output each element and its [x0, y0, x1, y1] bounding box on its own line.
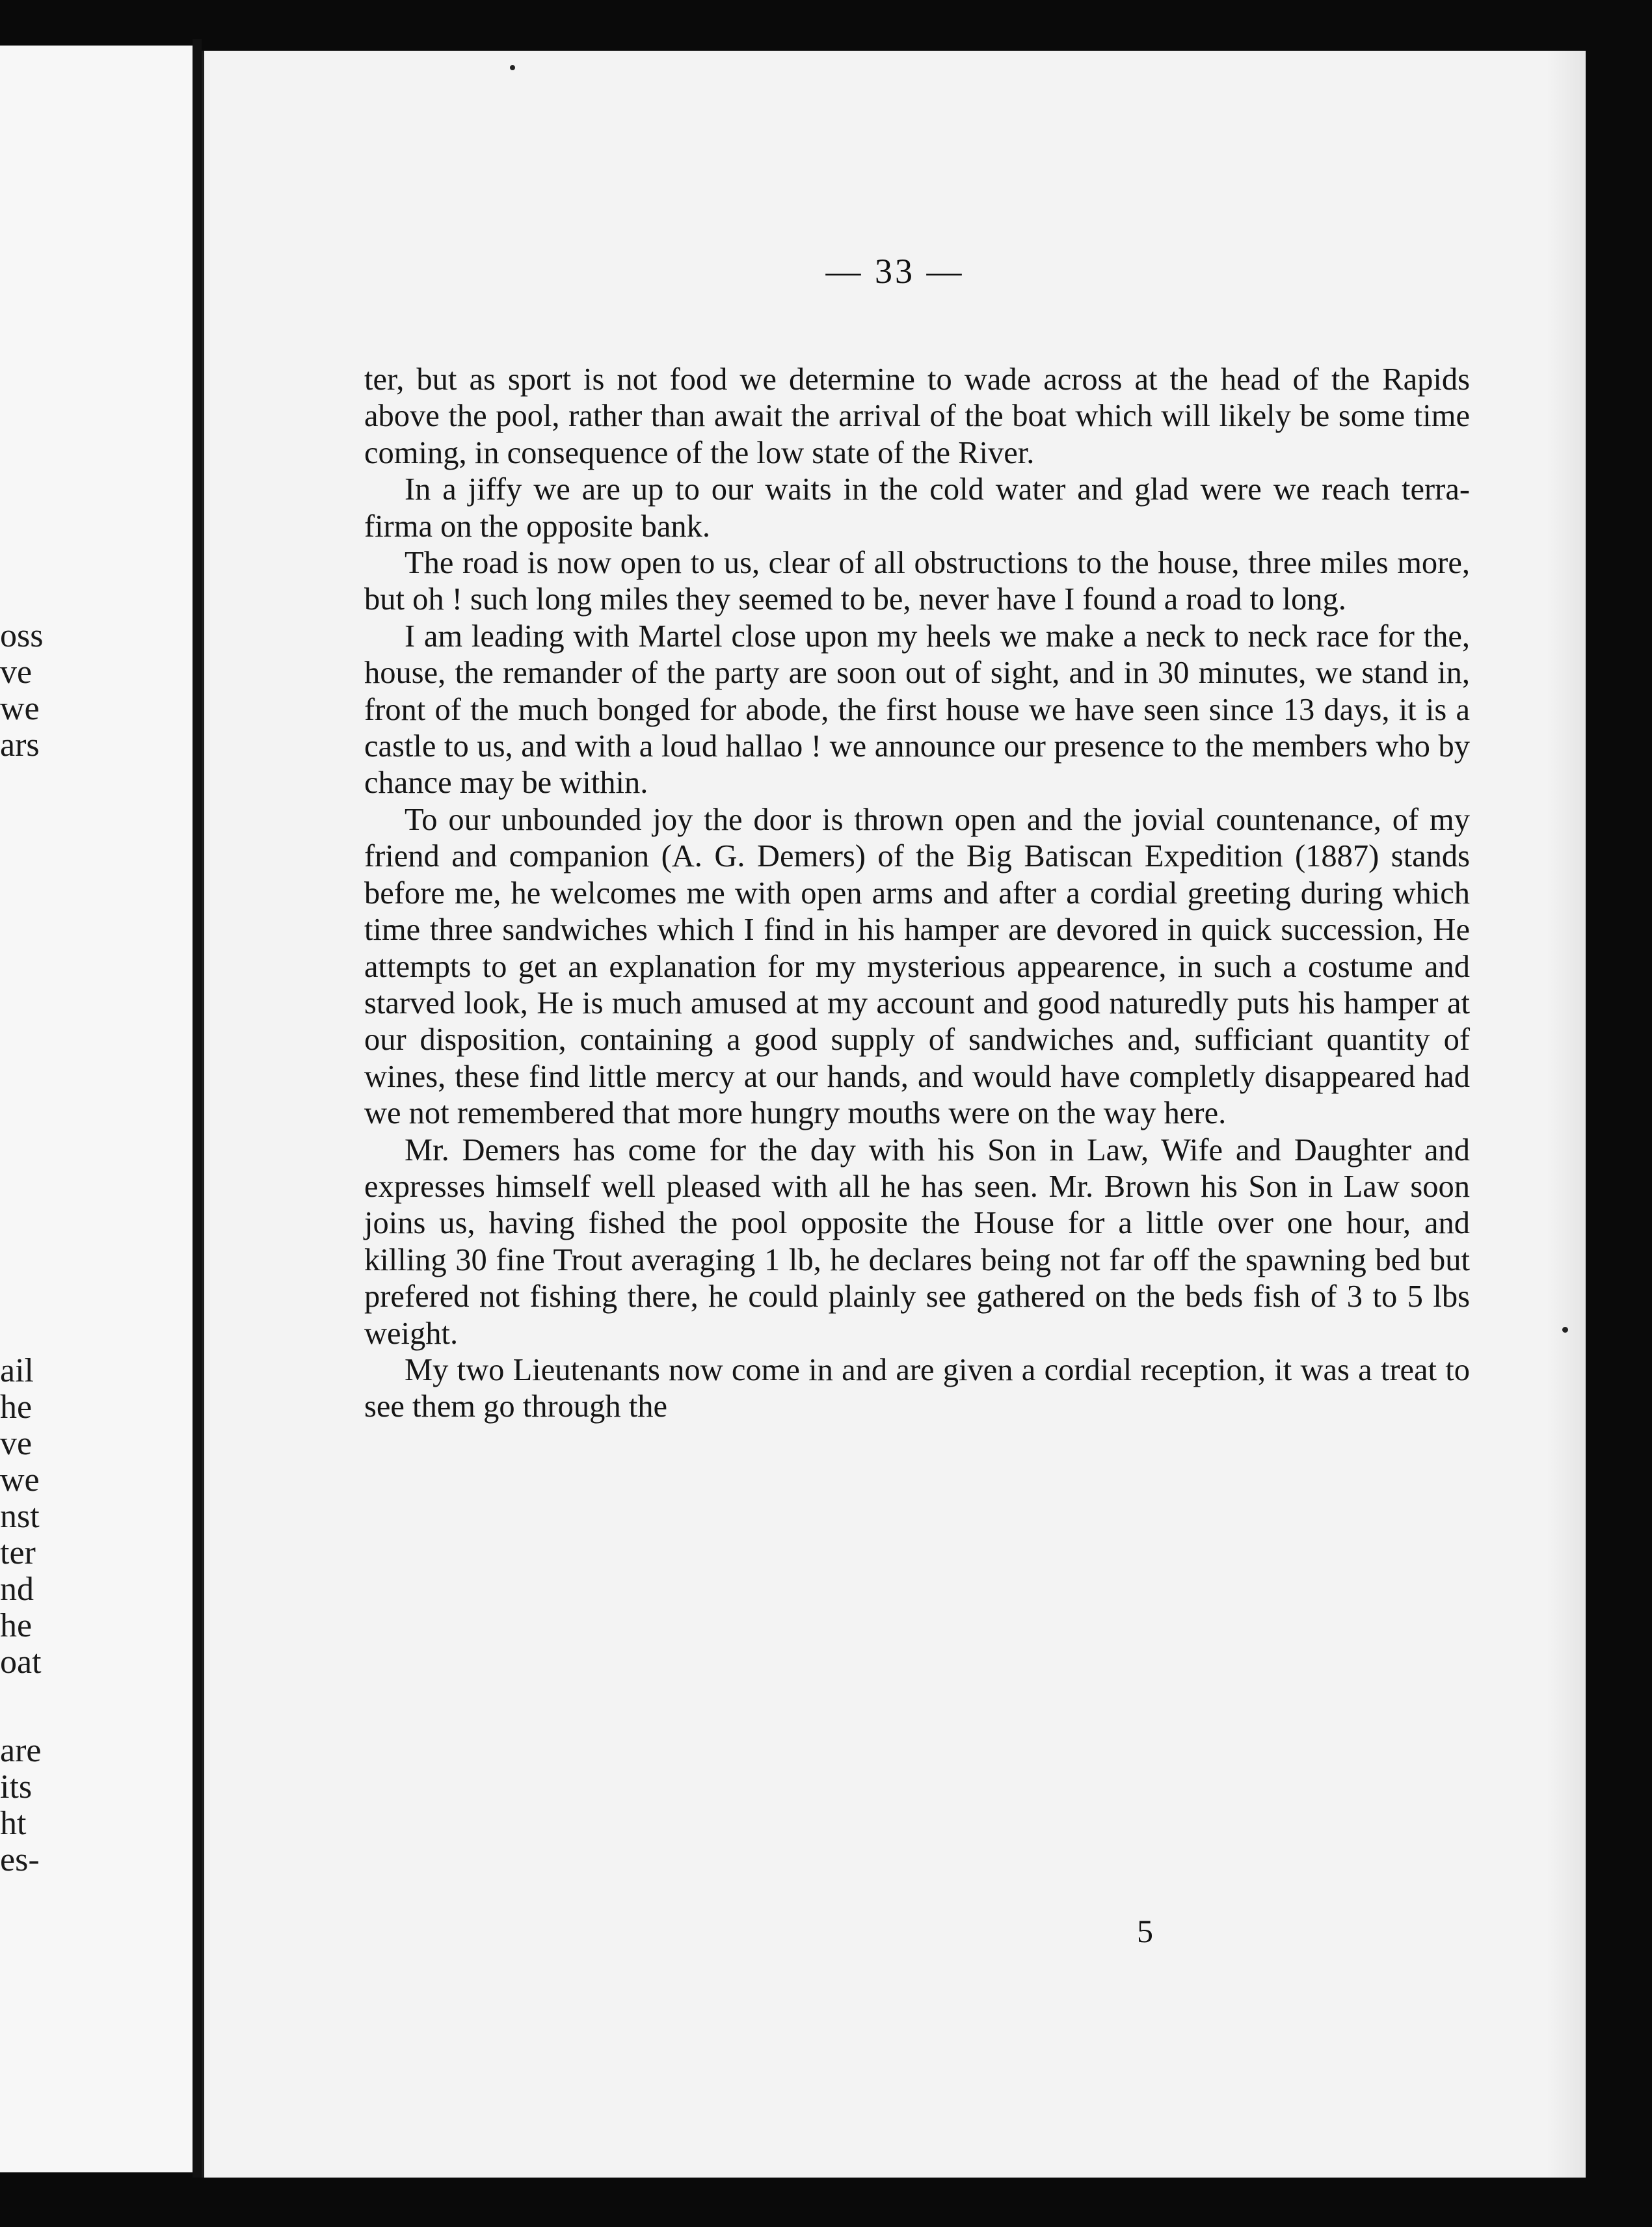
paragraph: ter, but as sport is not food we determine to wade across at the head of the Rapids above the pool, rather than await the arrival of the boat which will likely be some time coming, in consequence of the low state of the River.: [364, 362, 1470, 470]
signature-mark: 5: [1137, 1913, 1153, 1949]
left-fragment-line: ve: [0, 654, 33, 691]
left-fragment-line: we: [0, 690, 40, 727]
left-fragment-line: oat: [0, 1644, 42, 1681]
page-edge-shade: [1547, 51, 1586, 2178]
paragraph: In a jiffy we are up to our waits in the cold water and glad were we reach terra-firma on the opposite bank.: [364, 472, 1470, 544]
left-fragment-line: he: [0, 1389, 33, 1426]
left-fragment-line: are: [0, 1732, 42, 1769]
left-fragment-line: nd: [0, 1571, 34, 1608]
left-fragment-line: ail: [0, 1352, 34, 1389]
left-fragment-line: oss: [0, 617, 44, 654]
left-fragment-line: its: [0, 1768, 33, 1806]
book-page: [202, 51, 1586, 2178]
left-fragment-line: he: [0, 1607, 33, 1644]
paragraph: Mr. Demers has come for the day with his Son in Law, Wife and Daughter and expresses himself well pleased with all he has seen. Mr. Brown his Son in Law soon joins us, having fished the pool opposite the House for a little over one hour, and killing 30 fine Trout averaging 1 lb, he declares being not far off the spawning bed but prefered not fishing there, he could plainly see gathered on the beds fish of 3 to 5 lbs weight.: [364, 1132, 1470, 1351]
left-fragment-line: nst: [0, 1498, 40, 1535]
page-body: [364, 362, 1470, 1426]
paragraph: My two Lieutenants now come in and are given a cordial reception, it was a treat to see them go through the: [364, 1352, 1470, 1424]
previous-page-fragment: [0, 46, 193, 2172]
ink-speck: [1562, 1327, 1568, 1333]
left-fragment-line: ve: [0, 1425, 33, 1462]
scan-border: [0, 2178, 1652, 2227]
paragraph: To our unbounded joy the door is thrown open and the jovial countenance, of my friend and companion (A. G. Demers) of the Big Batiscan Expedition (1887) stands before me, he welcomes me with open arms and after a cordial greeting during which time three sandwiches which I find in his hamper are devored in quick succession, He attempts to get an explanation for my mysterious appearence, in such a costume and starved look, He is much amused at my account and good naturedly puts his hamper at our disposition, containing a good supply of sandwiches and, sufficiant quantity of wines, these find little mercy at our hands, and would have completly disappeared had we not remembered that more hungry mouths were on the way here.: [364, 802, 1470, 1131]
left-fragment-line: es-: [0, 1841, 40, 1878]
page-gutter: [193, 39, 202, 2179]
paragraph: I am leading with Martel close upon my heels we make a neck to neck race for the, house, the remander of the party are soon out of sight, and in 30 minutes, we stand in, front of the much bonged for abode, the first house we have seen since 13 days, it is a castle to us, and with a loud hallao ! we announce our presence to the members who by chance may be within.: [364, 619, 1470, 801]
left-fragment-line: we: [0, 1461, 40, 1499]
left-fragment-line: ars: [0, 727, 40, 764]
left-fragment-line: ter: [0, 1534, 36, 1571]
left-fragment-line: ht: [0, 1805, 27, 1842]
page-header: — 33 —: [825, 252, 965, 291]
ink-speck: [510, 65, 515, 70]
paragraph: The road is now open to us, clear of all obstructions to the house, three miles more, but oh ! such long miles they seemed to be, never have I found a road to long.: [364, 546, 1470, 617]
